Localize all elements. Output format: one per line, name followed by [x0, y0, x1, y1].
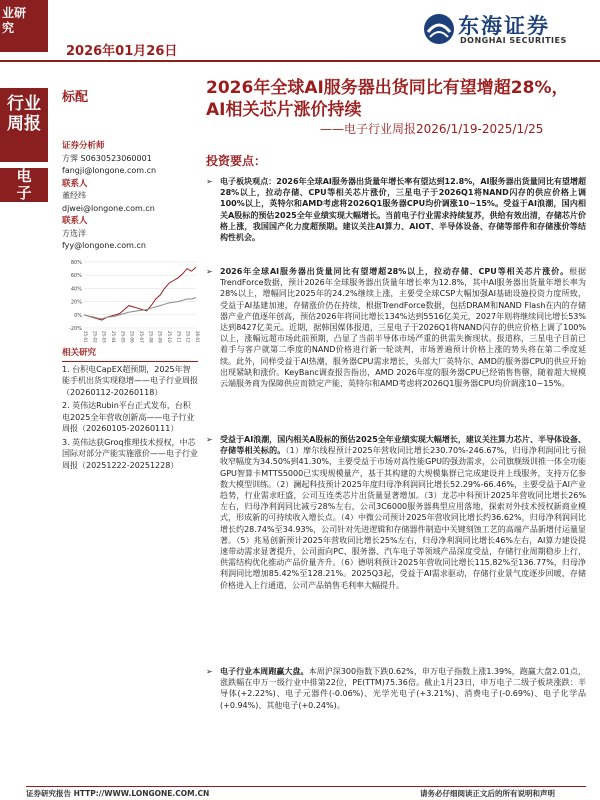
y-tick-label: 40%	[70, 286, 82, 293]
y-tick-label: -20%	[69, 326, 82, 332]
x-tick-label: 25-08	[148, 331, 154, 343]
related-item[interactable]: 1. 台积电CapEX超预期，2025年智能手机出货实现稳增——电子行业周报（20260112-20260118）	[62, 364, 198, 397]
bullet-marker-icon: ➢	[206, 667, 213, 676]
bullet-marker-icon: ➢	[206, 267, 213, 276]
x-tick-label: 25-05	[120, 331, 126, 343]
series-line-2	[84, 298, 196, 319]
industry-line1: 电	[16, 167, 32, 185]
x-tick-label: 25-11	[176, 331, 182, 343]
logo-mark-icon	[422, 12, 456, 46]
report-type-tag	[0, 88, 48, 162]
analyst-label: 证券分析师	[62, 141, 105, 151]
contact1-email[interactable]: djwei@longone.com.cn	[62, 203, 155, 213]
report-type-line2: 周报	[7, 114, 41, 134]
x-tick-label: 25-09	[157, 331, 163, 343]
logo-cn: 东海证券	[458, 14, 550, 38]
bullet-body-text: （1）摩尔线程预计2025年营收同比增长230.70%-246.67%，归母净利润同比亏损收窄幅度为34.50%到41.30%，主要受益于市场对高性能GPU的强劲需求，公司旗舰级训推一体全功能GPU智算卡MTTS5000已实现规模量产，基于其构建的大规模集群已完成建设并上线服务，支持万亿参数大模型训练。（2）澜起科技预计2025年度归母净利润同比增长52.29%-66.46%，主要受益于AI产业趋势，行业需求旺盛，公司互连类芯片出货量显著增加。（3）龙芯中科预计2025年营收同比增长26%左右，归母净利润同比减亏28%左右，公司3C6000服务器典型应用落地，探索对外技术授权新商业模式，形成新的可持续收入增长点。（4）中微公司预计2025年营收同比增长约36.62%，归母净利润同比增长约28.74%至34.93%，公司针对先进逻辑和存储器件制造中关键刻蚀工艺的高端产品新增付运量显著。（5）兆易创新预计2025年营收同比增长25%左右，归母净利润同比增长46%左右，AI算力建设提速带动需求显著提升，公司面向PC、服务器、汽车电子等领域产品深度受益，存储行业周期稳步上行，供需结构优化推动产品价量齐升。（6）德明利预计2025年营收同比增长115.82%至136.77%，归母净利润同比增加85.42%至128.21%。2025Q3起，受益于AI需求驱动，存储行业景气度逐步回暖，存储价格进入上行通道，公司产品销售毛利率大幅提升。	[220, 446, 586, 590]
bullet-body-text: 本周沪深300指数下跌0.62%，申万电子指数上涨1.39%，跑赢大盘2.01点，涨跌幅在申万一级行业中排第22位，PE(TTM)75.36倍。截止1月23日，申万电子二级子板块涨跌：半导体(+2.22%)、电子元器件(-0.06%)、光学光电子(+3.21%)、消费电子(-0.69%)、电子化学品(+0.94%)、其他电子(+0.24%)。	[220, 667, 586, 710]
related-item[interactable]: 3. 英伟达获Groq推理技术授权，中芯国际对部分产能实施涨价——电子行业周报（20251222-20251228）	[62, 437, 198, 470]
bullet-marker-icon: ➢	[206, 435, 213, 444]
y-tick-label: 80%	[70, 260, 82, 266]
bullet-bold-text: 受益于AI浪潮，国内相关A股标的预估2025全年业绩实现大幅增长，建议关注算力芯片、半导体设备、存储等相关标的。	[220, 435, 586, 456]
x-tick-label: 25-10	[167, 331, 172, 343]
related-item[interactable]: 2. 英伟达Rubin平台正式发布，台积电2025全年营收创新高——电子行业周报（20260105-20260111）	[62, 401, 195, 433]
bullet-bold-text: 2026年全球AI服务器出货量同比有望增超28%以上，拉动存储、CPU等相关芯片涨价。	[220, 267, 570, 276]
contact2-name: 方选洋	[62, 228, 86, 238]
contact2-label: 联系人	[62, 216, 88, 226]
x-tick-label: 25-03	[101, 331, 107, 343]
x-tick-label: 25-07	[139, 331, 144, 343]
investment-bullet	[206, 266, 586, 389]
contact2-email[interactable]: fyy@longone.com.cn	[62, 241, 146, 250]
logo-en: DONGHAI SECURITIES	[460, 36, 567, 45]
analyst-info	[62, 140, 192, 253]
footer-divider	[26, 786, 586, 787]
bullet-body-text: 根据TrendForce数据，预计2026年全球服务器出货量年增长率为12.8%，其中AI服务器出货量年增长率为28%以上，增幅同比2025年的24.2%继续上涨，主要受全球CSP大幅加强AI基础设施投资力度所致，受益于AI基建加速，存储涨价仍在持续，根据TrendForce数据，包括DRAM和NAND Flash在内的存储器产业产值逐年创高，预估2026年将同比增长134%达到5516亿美元，2027年则将继续同比增长53%达到8427亿美元。近期，据韩国媒体报道，三星电子于2026Q1将NAND闪存的供应价格上调了100%以上，涨幅远超市场此前预期，凸显了当前半导体市场严重的供需失衡现状。报道称，三星电子目前已着手与客户就第二季度的NAND价格进行新一轮谈判，市场普遍预计价格上涨的势头将在第二季度延续。此外，同样受益于AI热潮，服务器CPU需求增长，头部大厂英特尔、AMD的服务器CPU的供应开始出现紧缺和涨价。KeyBanc调查报告指出，AMD 2026年度的服务器CPU已经销售售罄，随着超大规模云端服务商为保障供应而锁定产能，英特尔和AMD考虑将2026Q1服务器CPU均价调涨10~15%。	[220, 267, 586, 389]
report-date: 2026年01月26日	[66, 44, 178, 59]
investment-points-title: 投资要点：	[206, 154, 267, 168]
analyst-name: 方霁 S0630523060001	[62, 153, 152, 163]
report-type-line1: 行业	[7, 94, 41, 114]
report-title: 2026年全球AI服务器出货同比有望增超28%，AI相关芯片涨价持续	[206, 78, 569, 120]
y-tick-label: 0%	[74, 312, 82, 319]
x-tick-label: 26-01	[195, 331, 200, 343]
industry-tag	[0, 168, 48, 202]
company-logo	[420, 10, 580, 50]
investment-bullet	[206, 666, 586, 711]
corner-tag	[0, 0, 48, 52]
related-title: 相关研究	[62, 348, 198, 362]
bullet-bold-text: 电子行业本周跑赢大盘。	[220, 667, 309, 676]
footer-left[interactable]: 证券研究报告 HTTP://WWW.LONGONE.COM.CN	[26, 789, 210, 798]
related-research	[62, 348, 198, 473]
investment-bullet	[206, 176, 586, 243]
corner-tag-line1: 业研	[2, 6, 27, 20]
contact1-label: 联系人	[62, 178, 88, 189]
x-tick-label: 25-02	[92, 331, 98, 343]
y-tick-label: 20%	[70, 299, 82, 306]
analyst-email[interactable]: fangji@longone.com.cn	[62, 166, 157, 175]
performance-chart	[62, 258, 198, 344]
footer-right: 请务必仔细阅读正文后的所有说明和声明	[420, 789, 555, 798]
y-tick-label: 60%	[70, 273, 82, 280]
header-divider	[0, 60, 600, 62]
rating: 标配	[62, 90, 89, 105]
bullet-marker-icon: ➢	[206, 177, 213, 186]
industry-line2: 子	[16, 184, 32, 202]
bullet-bold-text: 电子板块观点：2026年全球AI服务器出货量年增长率有望达到12.8%，AI服务器出货量同比有望增超28%以上，拉动存储、CPU等相关芯片涨价，三星电子于2026Q1将NAND闪存的供应价格上调100%以上，英特尔和AMD考虑将2026Q1服务器CPU均价调涨10~15%。受益于AI浪潮，国内相关A股标的预估2025全年业绩实现大幅增长。当前电子行业需求持续复苏，供给有效出清，存储芯片价格上涨，我国国产化力度超预期。建议关注AI算力、AIOT、半导体设备、存储等部件和存储涨价等结构性机会。	[220, 177, 586, 243]
investment-bullet	[206, 434, 586, 591]
x-tick-label: 25-12	[185, 331, 191, 343]
x-tick-label: 25-06	[129, 331, 135, 343]
x-tick-label: 25-01	[83, 331, 88, 343]
report-subtitle: ——电子行业周报2026/1/19-2025/1/25	[320, 122, 544, 136]
x-tick-label: 25-04	[111, 331, 116, 343]
contact1-name: 董经纬	[62, 191, 86, 200]
corner-tag-line2: 究	[2, 21, 15, 35]
